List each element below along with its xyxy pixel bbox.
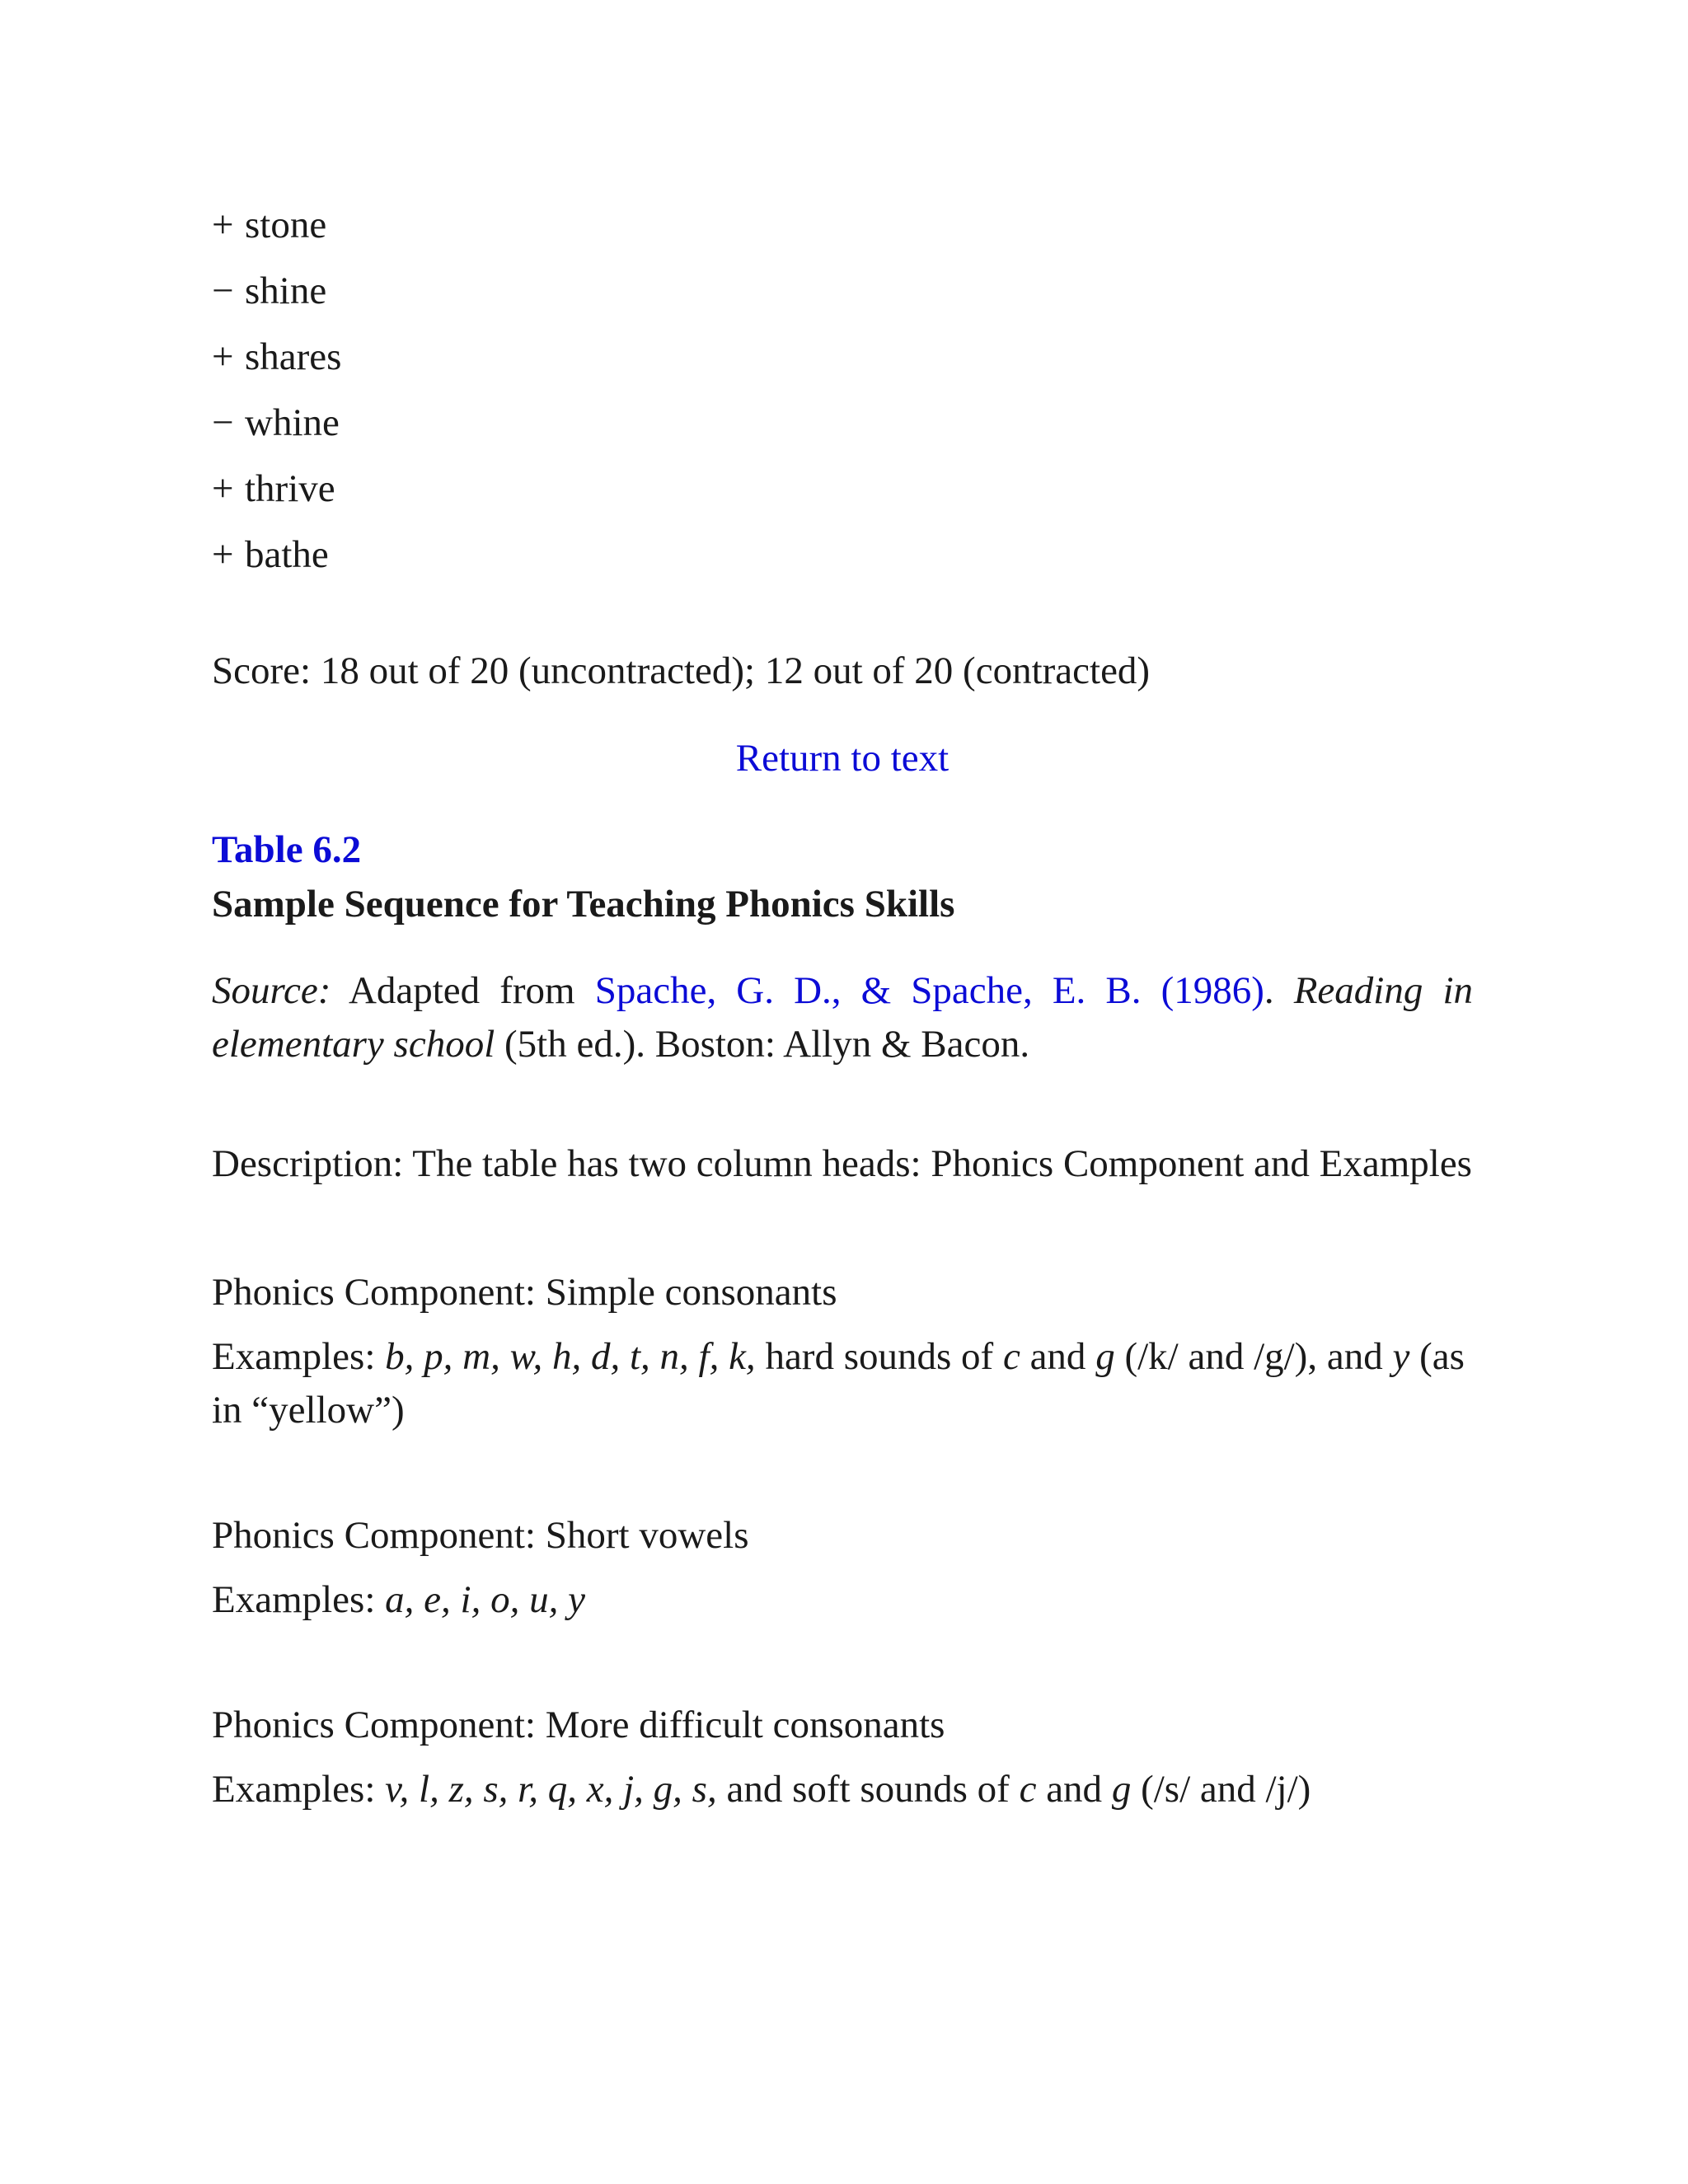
list-item <box>212 264 1473 330</box>
examples-italic: g <box>1111 1767 1132 1811</box>
examples-text: hard sounds of <box>765 1334 994 1378</box>
examples-text: and soft sounds of <box>726 1767 1010 1811</box>
examples-text: (/s/ and /j/) <box>1141 1767 1311 1811</box>
phonics-component: Phonics Component: Short vowels <box>212 1513 749 1557</box>
examples <box>212 1763 1473 1816</box>
examples-italic: c <box>1019 1767 1037 1811</box>
examples-italic: b, p, m, w, h, d, t, n, f, k, <box>385 1334 756 1378</box>
examples-italic: y <box>1392 1334 1410 1378</box>
document-page <box>212 198 1473 1816</box>
examples-italic: g <box>1095 1334 1115 1378</box>
table-row <box>212 1265 1473 1437</box>
word: shares <box>245 335 342 378</box>
word: whine <box>245 401 340 444</box>
source-citation <box>212 964 1473 1071</box>
source-label: Source: <box>212 968 331 1012</box>
table-row <box>212 1698 1473 1816</box>
source-after-link: . <box>1264 968 1274 1012</box>
return-to-text-link[interactable]: Return to text <box>735 736 950 780</box>
return-to-text-container <box>212 732 1473 786</box>
examples-text: (as in “yellow”) <box>212 1334 1465 1432</box>
list-item <box>212 198 1473 264</box>
word: thrive <box>245 467 335 510</box>
mark-symbol: + <box>212 204 234 246</box>
examples-italic: a, e, i, o, u, y <box>385 1577 585 1621</box>
citation-link[interactable]: Spache, G. D., & Spache, E. B. (1986) <box>594 968 1264 1012</box>
table-number[interactable]: Table 6.2 <box>212 827 362 871</box>
source-pre: Adapted from <box>348 968 575 1012</box>
examples-label: Examples: <box>212 1767 376 1811</box>
mark-symbol: − <box>212 269 234 312</box>
mark-symbol: − <box>212 401 234 444</box>
examples-text: and <box>1046 1767 1103 1811</box>
mark-symbol: + <box>212 467 234 510</box>
list-item <box>212 462 1473 527</box>
phonics-component: Phonics Component: Simple consonants <box>212 1270 837 1314</box>
list-item <box>212 527 1473 593</box>
word-list <box>212 198 1473 593</box>
score-line: Score: 18 out of 20 (uncontracted); 12 out of 20 (contracted) <box>212 649 1151 692</box>
examples-label: Examples: <box>212 1334 376 1378</box>
table-row <box>212 1508 1473 1627</box>
list-item <box>212 396 1473 462</box>
book-title: Reading in elementary school <box>212 968 1473 1066</box>
examples-text: and <box>1029 1334 1086 1378</box>
table-description: Description: The table has two column heads: Phonics Component and Examples <box>212 1141 1472 1185</box>
word: shine <box>245 269 327 312</box>
examples-text: (/k/ and /g/), and <box>1124 1334 1383 1378</box>
phonics-component: Phonics Component: More difficult consonants <box>212 1703 945 1746</box>
examples <box>212 1330 1473 1437</box>
mark-symbol: + <box>212 533 234 576</box>
examples-italic: v, l, z, s, r, q, x, j, g, s, <box>385 1767 717 1811</box>
word: bathe <box>245 533 329 576</box>
examples-label: Examples: <box>212 1577 376 1621</box>
source-rest: (5th ed.). Boston: Allyn & Bacon. <box>504 1022 1030 1066</box>
examples <box>212 1573 1473 1627</box>
list-item <box>212 330 1473 396</box>
table-title: Sample Sequence for Teaching Phonics Skills <box>212 882 955 926</box>
examples-italic: c <box>1002 1334 1020 1378</box>
word: stone <box>245 204 327 246</box>
mark-symbol: + <box>212 335 234 378</box>
